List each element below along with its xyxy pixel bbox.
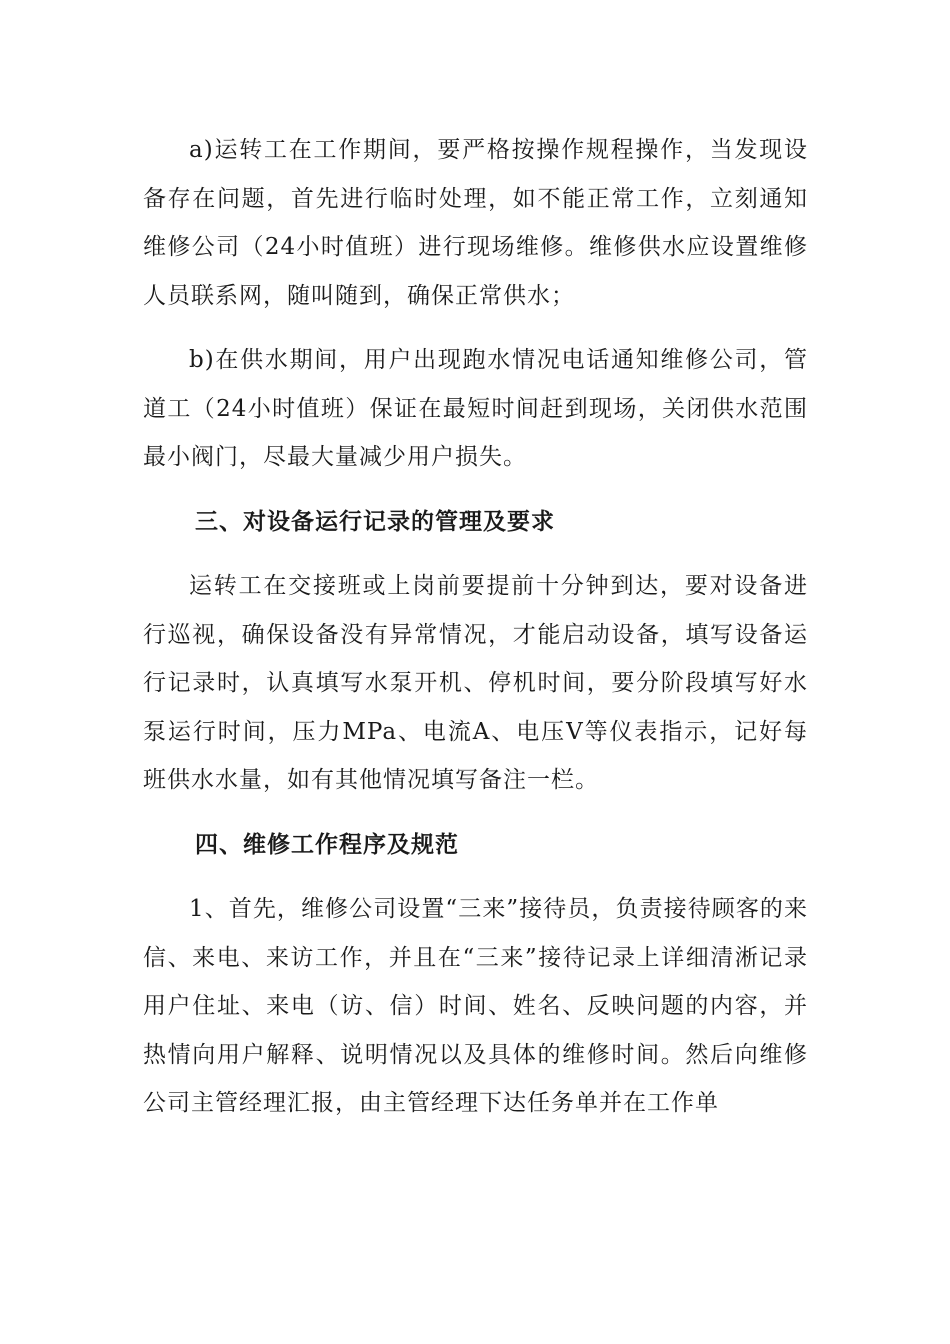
paragraph-section-3: 运转工在交接班或上岗前要提前十分钟到达，要对设备进行巡视，确保设备没有异常情况，才能启动设备，填写设备运行记录时，认真填写水泵开机、停机时间，要分阶段填写好水泵运行时间，压力MPa、电流A、电压V等仪表指示，记好每班供水水量，如有其他情况填写备注一栏。 — [143, 573, 808, 793]
paragraph-a: a)运转工在工作期间，要严格按操作规程操作，当发现设备存在问题，首先进行临时处理，如不能正常工作，立刻通知维修公司（24小时值班）进行现场维修。维修供水应设置维修人员联系网，随叫随到，确保正常供水； — [143, 137, 808, 309]
paragraph-b: b)在供水期间，用户出现跑水情况电话通知维修公司，管道工（24小时值班）保证在最短时间赶到现场，关闭供水范围最小阀门，尽最大量减少用户损失。 — [143, 347, 808, 470]
document-body — [143, 126, 808, 1128]
paragraph-section-4: 1、首先，维修公司设置“三来”接待员，负责接待顾客的来信、来电、来访工作，并且在“三来”接待记录上详细清淅记录用户住址、来电（访、信）时间、姓名、反映问题的内容，并热情向用户解释、说明情况以及具体的维修时间。然后向维修公司主管经理汇报，由主管经理下达任务单并在工作单 — [143, 896, 808, 1116]
section-heading-4: 四、维修工作程序及规范 — [195, 831, 459, 858]
section-heading-3: 三、对设备运行记录的管理及要求 — [195, 508, 555, 535]
